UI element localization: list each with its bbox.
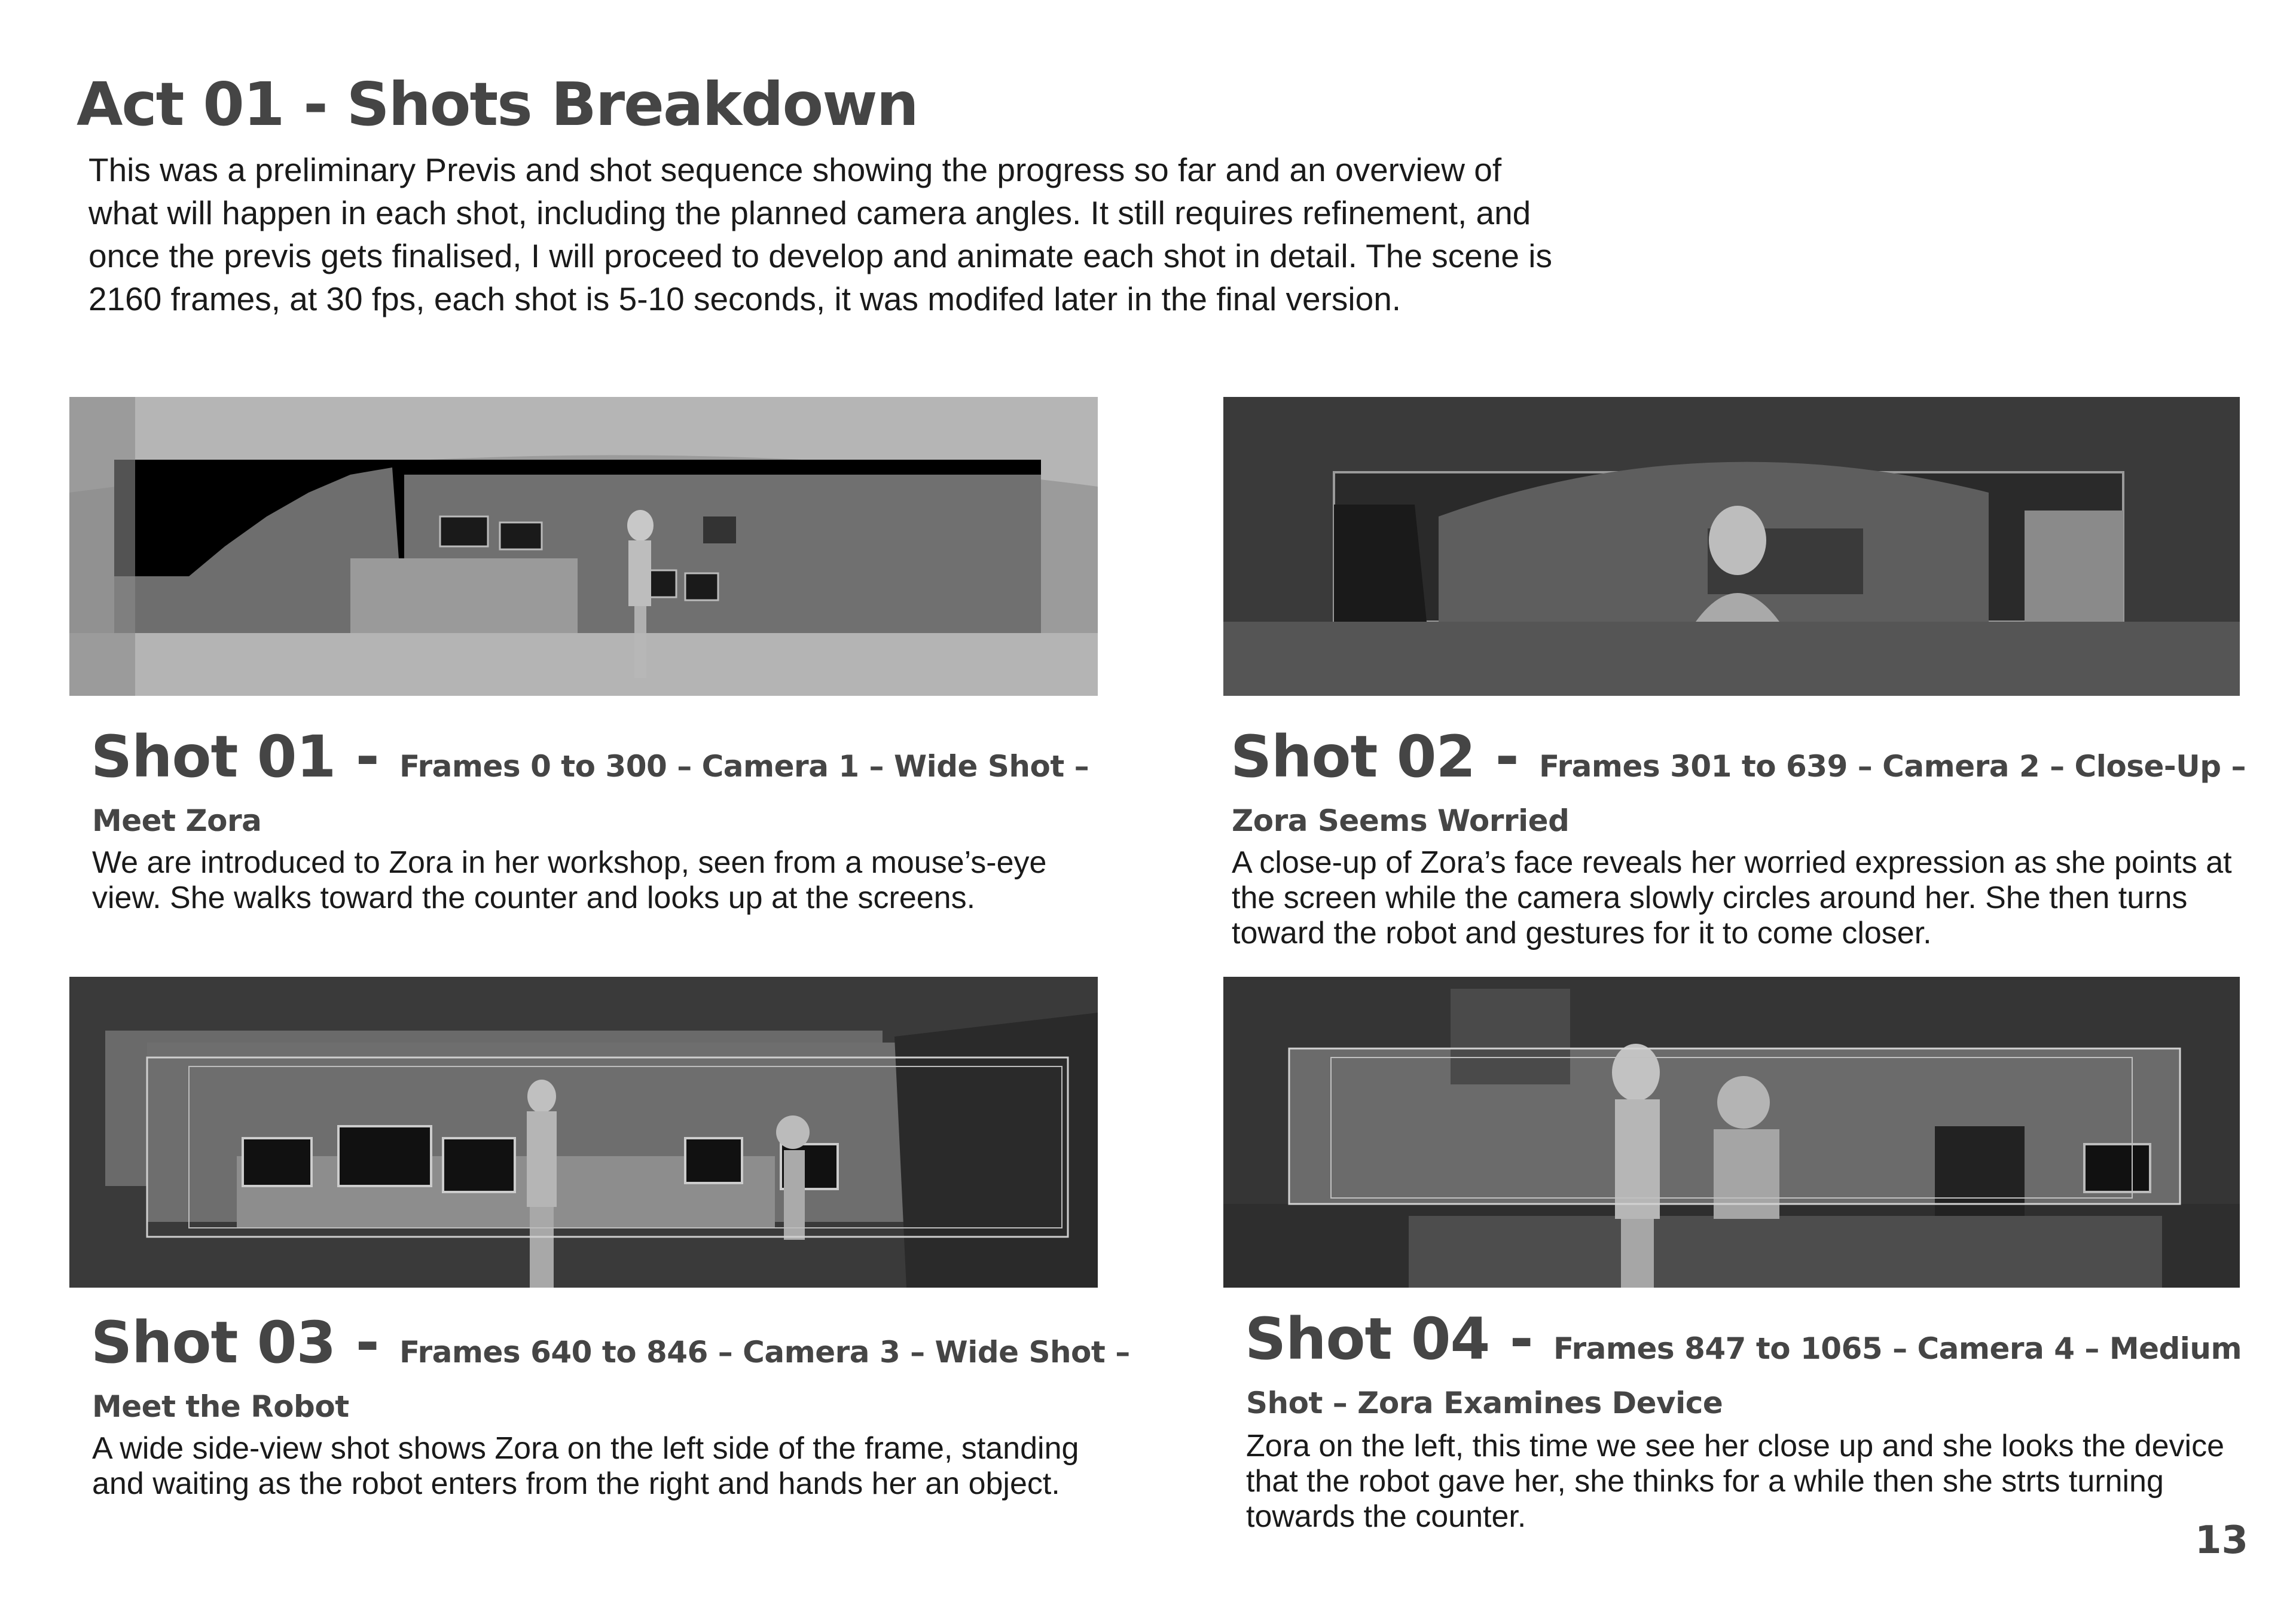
shot-04-render-image <box>1223 977 2240 1288</box>
page-number: 13 <box>2194 1518 2248 1563</box>
shot-04-number: Shot 04 <box>1245 1306 1490 1373</box>
shot-02-render-image <box>1223 397 2240 696</box>
shot-04-title <box>1245 1306 2242 1373</box>
shot-02-dash: - <box>1475 723 1540 790</box>
shot-01-dash: - <box>335 723 400 790</box>
shot-01-subtitle: Meet Zora <box>92 803 262 838</box>
page-title: Act 01 - Shots Breakdown <box>77 69 918 139</box>
shot-02-description: A close-up of Zora’s face reveals her worried expression as she points at the screen while the camera slowly circles around her. She then turns toward the robot and gestures for it to come closer. <box>1232 845 2232 950</box>
shot-01-heading: Frames 0 to 300 – Camera 1 – Wide Shot – <box>399 749 1089 784</box>
shot-03-title <box>91 1309 1130 1376</box>
shot-04-subtitle: Shot – Zora Examines Device <box>1246 1386 1723 1420</box>
shot-03-description: A wide side-view shot shows Zora on the left side of the frame, standing and waiting as the robot enters from the right and hands her an object. <box>92 1431 1079 1501</box>
shot-03-render-image <box>69 977 1098 1288</box>
shot-03-heading: Frames 640 to 846 – Camera 3 – Wide Shot – <box>399 1335 1130 1370</box>
shot-04-description: Zora on the left, this time we see her close up and she looks the device that the robot gave her, she thinks for a while then she strts turning towards the counter. <box>1246 1429 2225 1534</box>
shot-01-description: We are introduced to Zora in her workshop, seen from a mouse’s-eye view. She walks toward the counter and looks up at the screens. <box>92 845 1047 915</box>
shot-02-heading: Frames 301 to 639 – Camera 2 – Close-Up – <box>1539 749 2246 784</box>
shot-03-subtitle: Meet the Robot <box>92 1389 349 1424</box>
shot-03-number: Shot 03 <box>91 1309 336 1376</box>
shot-01-render-image <box>69 397 1098 696</box>
intro-paragraph: This was a preliminary Previs and shot sequence showing the progress so far and an overview of what will happen in each shot, including the planned camera angles. It still requires refinement, and once the previs gets finalised, I will proceed to develop and animate each shot in detail. The scene is 2160 frames, at 30 fps, each shot is 5-10 seconds, it was modifed later in the final version. <box>88 151 1552 317</box>
shot-04-heading: Frames 847 to 1065 – Camera 4 – Medium <box>1553 1331 2242 1366</box>
shot-01-number: Shot 01 <box>91 723 336 790</box>
shot-04-dash: - <box>1489 1306 1554 1373</box>
shot-01-title <box>91 723 1089 790</box>
shot-02-subtitle: Zora Seems Worried <box>1232 803 1570 838</box>
shot-03-dash: - <box>335 1309 400 1376</box>
shot-02-title <box>1231 723 2246 790</box>
shot-02-number: Shot 02 <box>1231 723 1476 790</box>
